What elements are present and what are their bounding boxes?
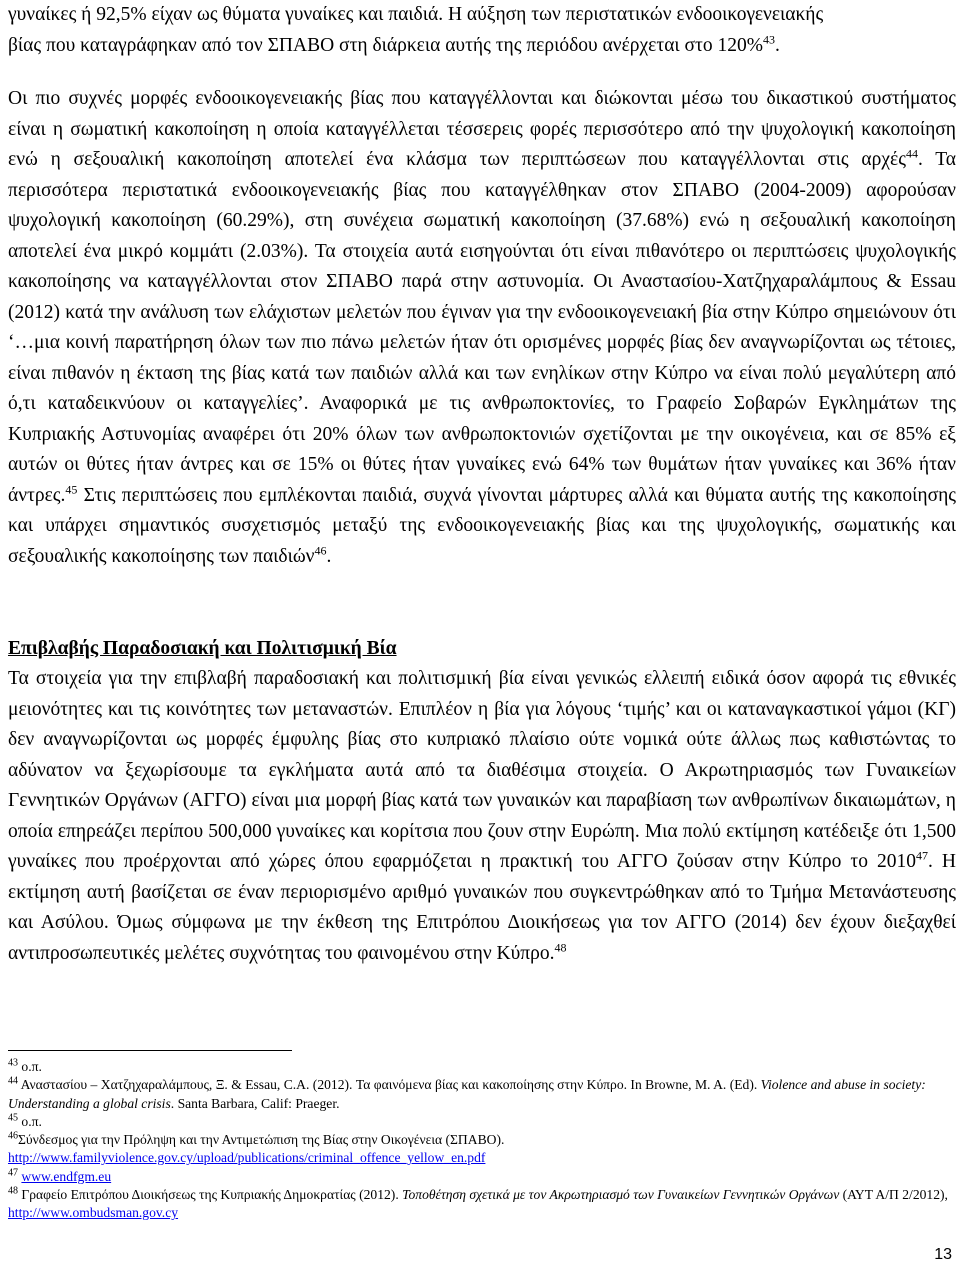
footnote-text-tail: . Santa Barbara, Calif: Praeger.	[170, 1095, 340, 1111]
section-paragraph-text-1: Τα στοιχεία για την επιβλαβή παραδοσιακή και πολιτισμική βία είναι γενικώς ελλειπή ειδικά όσον αφορά τις εθνικές μειονότητες και τις κοινότητες των μεταναστών. Επιπλέον η βία για λόγους ‘τιμής’ και οι καταναγκαστικοί γάμοι (ΚΓ) δεν αναγνωρίζονται ως μορφές έμφυλης βίας στο κυπριακό πλαίσιο ούτε νομικά ούτε άλλως πως καθιστώντας το αδύνατον να ξεχωρίσουμε τα εγκλήματα αυτά από τα διαθέσιμα στοιχεία. Ο Ακρωτηριασμός των Γυναικείων Γεννητικών Οργάνων (ΑΓΓΟ) είναι μια μορφή βίας κατά των γυναικών και παραβίαση των ανθρωπίνων δικαιωμάτων, η οποία επηρεάζει περίπου 500,000 γυναίκες και κορίτσια που ζουν στην Ευρώπη. Μια πολύ εκτίμηση κατέδειξε ότι 1,500 γυναίκες που προέρχονται από χώρες όπου εφαρμόζεται η πρακτική του ΑΓΓΟ ζούσαν στην Κύπρο το 2010	[8, 668, 956, 872]
footnote-number: 48	[8, 1185, 18, 1197]
footnote-text: Σύνδεσμος για την Πρόληψη και την Αντιμετώπιση της Βίας στην Οικογένεια (ΣΠΑΒΟ).	[18, 1132, 505, 1148]
footnote-ref-43[interactable]: 43	[763, 32, 776, 46]
main-paragraph	[8, 84, 956, 572]
top-paragraph-line2: βίας που καταγράφηκαν από τον ΣΠΑΒΟ στη διάρκεια αυτής της περιόδου ανέρχεται στο 120%	[8, 34, 764, 56]
footnote-text: Αναστασίου – Χατζηχαραλάμπους, Ξ. & Essau, C.A. (2012). Τα φαινόμενα βίας και κακοποίησης στην Κύπρο. In Browne, M. A. (Ed).	[20, 1077, 761, 1093]
footnote-separator	[8, 1050, 292, 1051]
section-heading: Επιβλαβής Παραδοσιακή και Πολιτισμική Βία	[8, 638, 397, 659]
footnote-ref-47[interactable]: 47	[916, 848, 928, 863]
top-paragraph-line1: γυναίκες ή 92,5% είχαν ως θύματα γυναίκες και παιδιά. Η αύξηση των περιστατικών ενδοοικογενειακής	[8, 4, 824, 25]
footnote-text: ο.π.	[21, 1113, 42, 1129]
footnote-ref-48[interactable]: 48	[554, 940, 567, 954]
footnote-ref-46[interactable]: 46	[314, 543, 327, 557]
section-paragraph	[8, 664, 956, 969]
footnote-text-tail: (ΑΥΤ Α/Π 2/2012),	[839, 1187, 948, 1203]
section-paragraph-text-2: . Η εκτίμηση αυτή βασίζεται σε έναν περιορισμένο αριθμό γυναικών που συγκεντρώθηκαν από το Τμήμα Μετανάστευσης και Ασύλου. Όμως σύμφωνα με την έκθεση της Επιτρόπου Διοικήσεως για τον ΑΓΓΟ (2014) δεν έχουν διεξαχθεί αντιπροσωπευτικές μελέτες συχνότητας του φαινομένου στην Κύπρο.	[8, 851, 956, 964]
footnote-number: 45	[8, 1112, 18, 1124]
footnotes	[8, 1058, 956, 1223]
main-paragraph-end: .	[326, 545, 332, 567]
footnote-text: Γραφείο Επιτρόπου Διοικήσεως της Κυπριακής Δημοκρατίας (2012).	[21, 1187, 403, 1203]
footnote-italic-title: Violence and abuse in society: Understanding a global crisis	[8, 1077, 926, 1111]
footnote-ref-44[interactable]: 44	[905, 146, 918, 161]
page-number: 13	[934, 1246, 952, 1263]
footnote-link[interactable]: www.endfgm.eu	[21, 1168, 112, 1184]
footnote-number: 43	[8, 1057, 18, 1069]
footnote-link[interactable]: http://www.familyviolence.gov.cy/upload/publications/criminal_offence_yellow_en.pdf	[8, 1150, 486, 1166]
footnote-number: 44	[8, 1075, 18, 1087]
top-paragraph	[8, 0, 956, 61]
footnote-number: 47	[8, 1167, 18, 1179]
main-paragraph-text-3: Στις περιπτώσεις που εμπλέκονται παιδιά, συχνά γίνονται μάρτυρες αλλά και θύματα αυτής της κακοποίησης και υπάρχει σημαντικός συσχετισμός μεταξύ της ενδοοικογενειακής βίας και της ψυχολογικής, σωματικής και σεξουαλικής κακοποίησης των παιδιών	[8, 484, 956, 567]
footnote-47	[8, 1168, 956, 1186]
footnote-ref-45[interactable]: 45	[65, 482, 78, 496]
footnote-46	[8, 1131, 956, 1168]
main-paragraph-text-1: Οι πιο συχνές μορφές ενδοοικογενειακής βίας που καταγγέλλονται και διώκονται μέσω του δικαστικού συστήματος είναι η σωματική κακοποίηση η οποία καταγγέλλεται τέσσερεις φορές περισσότερο από την ψυχολογική κακοποίηση ενώ η σεξουαλική κακοποίηση αποτελεί ένα κλάσμα των περιπτώσεων που καταγγέλλονται στις αρχές	[8, 88, 956, 170]
footnote-number: 46	[8, 1130, 18, 1142]
footnote-text: ο.π.	[21, 1059, 42, 1074]
footnote-45	[8, 1113, 956, 1131]
footnote-italic-title: Τοποθέτηση σχετικά με τον Ακρωτηριασμό των Γυναικείων Γεννητικών Οργάνων	[402, 1187, 840, 1203]
main-paragraph-text-2: . Τα περισσότερα περιστατικά ενδοοικογενειακής βίας που καταγγέλθηκαν στον ΣΠΑΒΟ (2004-2009) αφορούσαν ψυχολογική κακοποίηση (60.29%), στη συνέχεια σωματική κακοποίηση (37.68%) ενώ η σεξουαλική κακοποίηση αποτελεί ένα μικρό κομμάτι (2.03%). Τα στοιχεία αυτά εισηγούνται ότι είναι πιθανότερο οι περιπτώσεις ψυχολογικής κακοποίησης να καταγγέλλονται στον ΣΠΑΒΟ παρά στην αστυνομία. Οι Αναστασίου-Χατζηχαραλάμπους & Essau (2012) κατά την ανάλυση των ελάχιστων μελετών που έγιναν για την ενδοοικογενειακή βία στην Κύπρο σημειώνουν ότι ‘…μια κοινή παρατήρηση όλων των πιο πάνω μελετών ήταν ότι ορισμένες μορφές βίας δεν αναγνωρίζονται ως τέτοιες, είναι πιθανόν η έκταση της βίας κατά των παιδιών αλλά και των ενηλίκων στην Κύπρο να είναι πολύ μεγαλύτερη από ό,τι καταδεικνύουν οι καταγγελίες’. Αναφορικά με τις ανθρωποκτονίες, το Γραφείο Σοβαρών Εγκλημάτων της Κυπριακής Αστυνομίας αναφέρει ότι 20% όλων των ανθρωποκτονιών σχετίζονται με την οικογένεια, και σε 85% εξ αυτών οι θύτες ήταν άντρες και σε 15% οι θύτες ήταν γυναίκες ενώ 64% των θυμάτων ήταν γυναίκες και 36% ήταν άντρες.	[8, 149, 957, 506]
footnote-44	[8, 1076, 956, 1113]
footnote-link[interactable]: http://www.ombudsman.gov.cy	[8, 1205, 179, 1221]
footnote-48	[8, 1186, 956, 1223]
footnote-43	[8, 1058, 956, 1076]
top-paragraph-end: .	[775, 34, 780, 56]
